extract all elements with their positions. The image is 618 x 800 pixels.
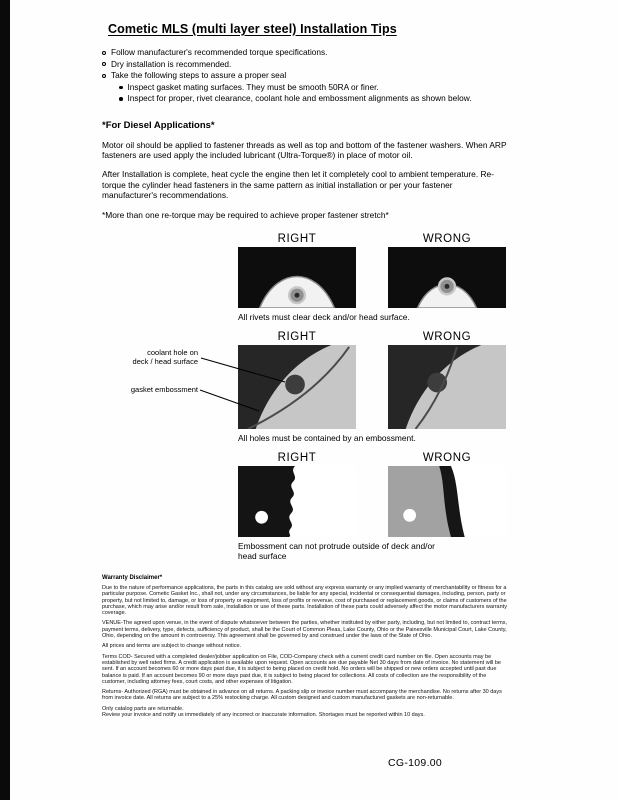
embossment-diagram-images <box>238 466 506 537</box>
embossment-wrong-diagram <box>388 466 506 537</box>
diesel-applications-heading: *For Diesel Applications* <box>102 119 215 131</box>
tip-item <box>102 47 514 59</box>
document-code: CG-109.00 <box>388 757 443 769</box>
wrong-label: WRONG <box>422 330 472 343</box>
open-bullet-icon <box>102 74 106 78</box>
diagram-headers <box>238 233 506 245</box>
rivet-diagram-images <box>238 247 506 308</box>
holes-caption: All holes must be contained by an embossment. <box>238 432 416 443</box>
wrong-label: WRONG <box>422 232 472 245</box>
right-label: RIGHT <box>277 451 317 464</box>
right-label: RIGHT <box>277 232 317 245</box>
warranty-disclaimer-heading: Warranty Disclaimer* <box>102 574 163 581</box>
coolant-hole-right-diagram <box>238 345 356 429</box>
open-bullet-icon <box>102 51 106 55</box>
coolant-hole-diagram-block <box>130 330 506 443</box>
warranty-paragraph: All prices and terms are subject to change without notice. <box>102 643 242 650</box>
diagram-section <box>130 232 506 561</box>
coolant-hole-wrong-diagram <box>388 345 506 429</box>
right-label: RIGHT <box>277 330 317 343</box>
diagram-headers <box>238 452 506 464</box>
embossment-right-diagram <box>238 466 356 537</box>
tip-text: Take the following steps to assure a proper seal <box>111 70 287 80</box>
filled-bullet-icon <box>119 97 123 101</box>
page-title: Cometic MLS (multi layer steel) Installation Tips <box>108 22 397 36</box>
rivet-clearance-right-diagram <box>238 247 356 308</box>
filled-bullet-icon <box>119 86 123 90</box>
warranty-section <box>102 575 510 718</box>
tip-text: Dry installation is recommended. <box>111 58 232 69</box>
open-bullet-icon <box>102 62 106 66</box>
rivet-caption: All rivets must clear deck and/or head surface. <box>238 311 410 322</box>
warranty-paragraph: Review your invoice and notify us immediately of any incorrect or inaccurate information. Shortages must be reported within 10 days. <box>102 711 425 718</box>
diesel-para-2: After Installation is complete, heat cycle the engine then let it completely cool to ambient temperature. Re-torque the cylinder head fasteners in the same pattern as initial installation or per your fastener manufacturer's recommendations. <box>102 169 494 201</box>
tip-item <box>102 59 514 71</box>
retorque-note: *More than one re-torque may be required to achieve proper fastener stretch* <box>102 209 389 220</box>
diesel-para-1: Motor oil should be applied to fastener threads as well as top and bottom of the fastener washers. When ARP fasteners are used apply the included lubricant (Ultra-Torque®) in place of motor oil. <box>102 139 507 160</box>
rivet-clearance-wrong-diagram <box>388 247 506 308</box>
warranty-paragraph: Terms COD- Secured with a completed dealer/jobber application on File, COD-Company check with a current credit card number on file. Open accounts may be established by well rated firms. A credit application is available upon request. Open accounts are due payable Net 30 days from date of invoice. No statement will be sent. If an account becomes 60 or more days past due, it is subject to being placed on credit hold. No orders will be shipped or new orders accepted until past due balance is paid. If an account becomes 90 or more days past due, it is subject to being placed for collections. All costs of collection are the responsibility of the customer, including attorney fees, court costs, and other expenses of litigation. <box>102 653 501 685</box>
tip-sub-item <box>119 82 514 94</box>
warranty-paragraph: Only catalog parts are returnable. <box>102 705 184 712</box>
embossment-caption: Embossment can not protrude outside of deck and/or head surface <box>238 540 435 561</box>
warranty-paragraph: Returns- Authorized (RGA) must be obtained in advance on all returns. A packing slip or invoice number must accompany the merchandise. No returns after 30 days from invoice date. All returns are subject to a 25% restocking charge. All custom designed and custom manufactured gaskets are non-returnable. <box>102 689 502 702</box>
coolant-hole-callout: coolant hole on deck / head surface <box>132 347 198 366</box>
coolant-hole-diagram-images <box>130 345 506 429</box>
wrong-label: WRONG <box>422 451 472 464</box>
tip-sub-item <box>119 93 514 105</box>
rivet-diagram-block <box>238 233 506 322</box>
page-edge-bar <box>0 0 10 800</box>
content-area <box>102 22 514 722</box>
diagram-headers <box>238 331 506 343</box>
gasket-embossment-callout: gasket embossment <box>130 384 198 394</box>
embossment-diagram-block <box>238 452 506 561</box>
tip-text: Inspect for proper, rivet clearance, coolant hole and embossment alignments as shown below. <box>127 93 472 103</box>
warranty-paragraph: Due to the nature of performance applications, the parts in this catalog are sold without any express warranty or any implied warranty of merchantability or fitness for a particular purpose. Cometic Gasket Inc., shall not, under any circumstances, be liable for any special, incidental or consequential damages, including, person, party or property, but not limited to, damage, or loss of property or equipment, loss of profits or revenue, cost of purchased or replacement goods, or claims of customers of the purchase, which may arise and/or result from sale, installation or use of these parts. Installation of these parts could adversely affect the motor manufacturers warranty coverage. <box>102 584 507 617</box>
tip-text: Inspect gasket mating surfaces. They must be smooth 50RA or finer. <box>127 81 379 92</box>
warranty-paragraph: VENUE-The agreed upon venue, in the event of dispute whatsoever between the parties, whether instituted by either party, including, but not limited to, contract terms, payment terms, delivery, type, defects, sufficiency of product, shall be the Court of Common Pleas, Lake County, Ohio or the Painesville Municipal Court, Lake County, Ohio, depending on the amount in controversy. This agreement shall be governed by and construed under the laws of the State of Ohio. <box>102 620 507 640</box>
tip-item <box>102 70 514 82</box>
tip-text: Follow manufacturer's recommended torque specifications. <box>111 47 328 57</box>
